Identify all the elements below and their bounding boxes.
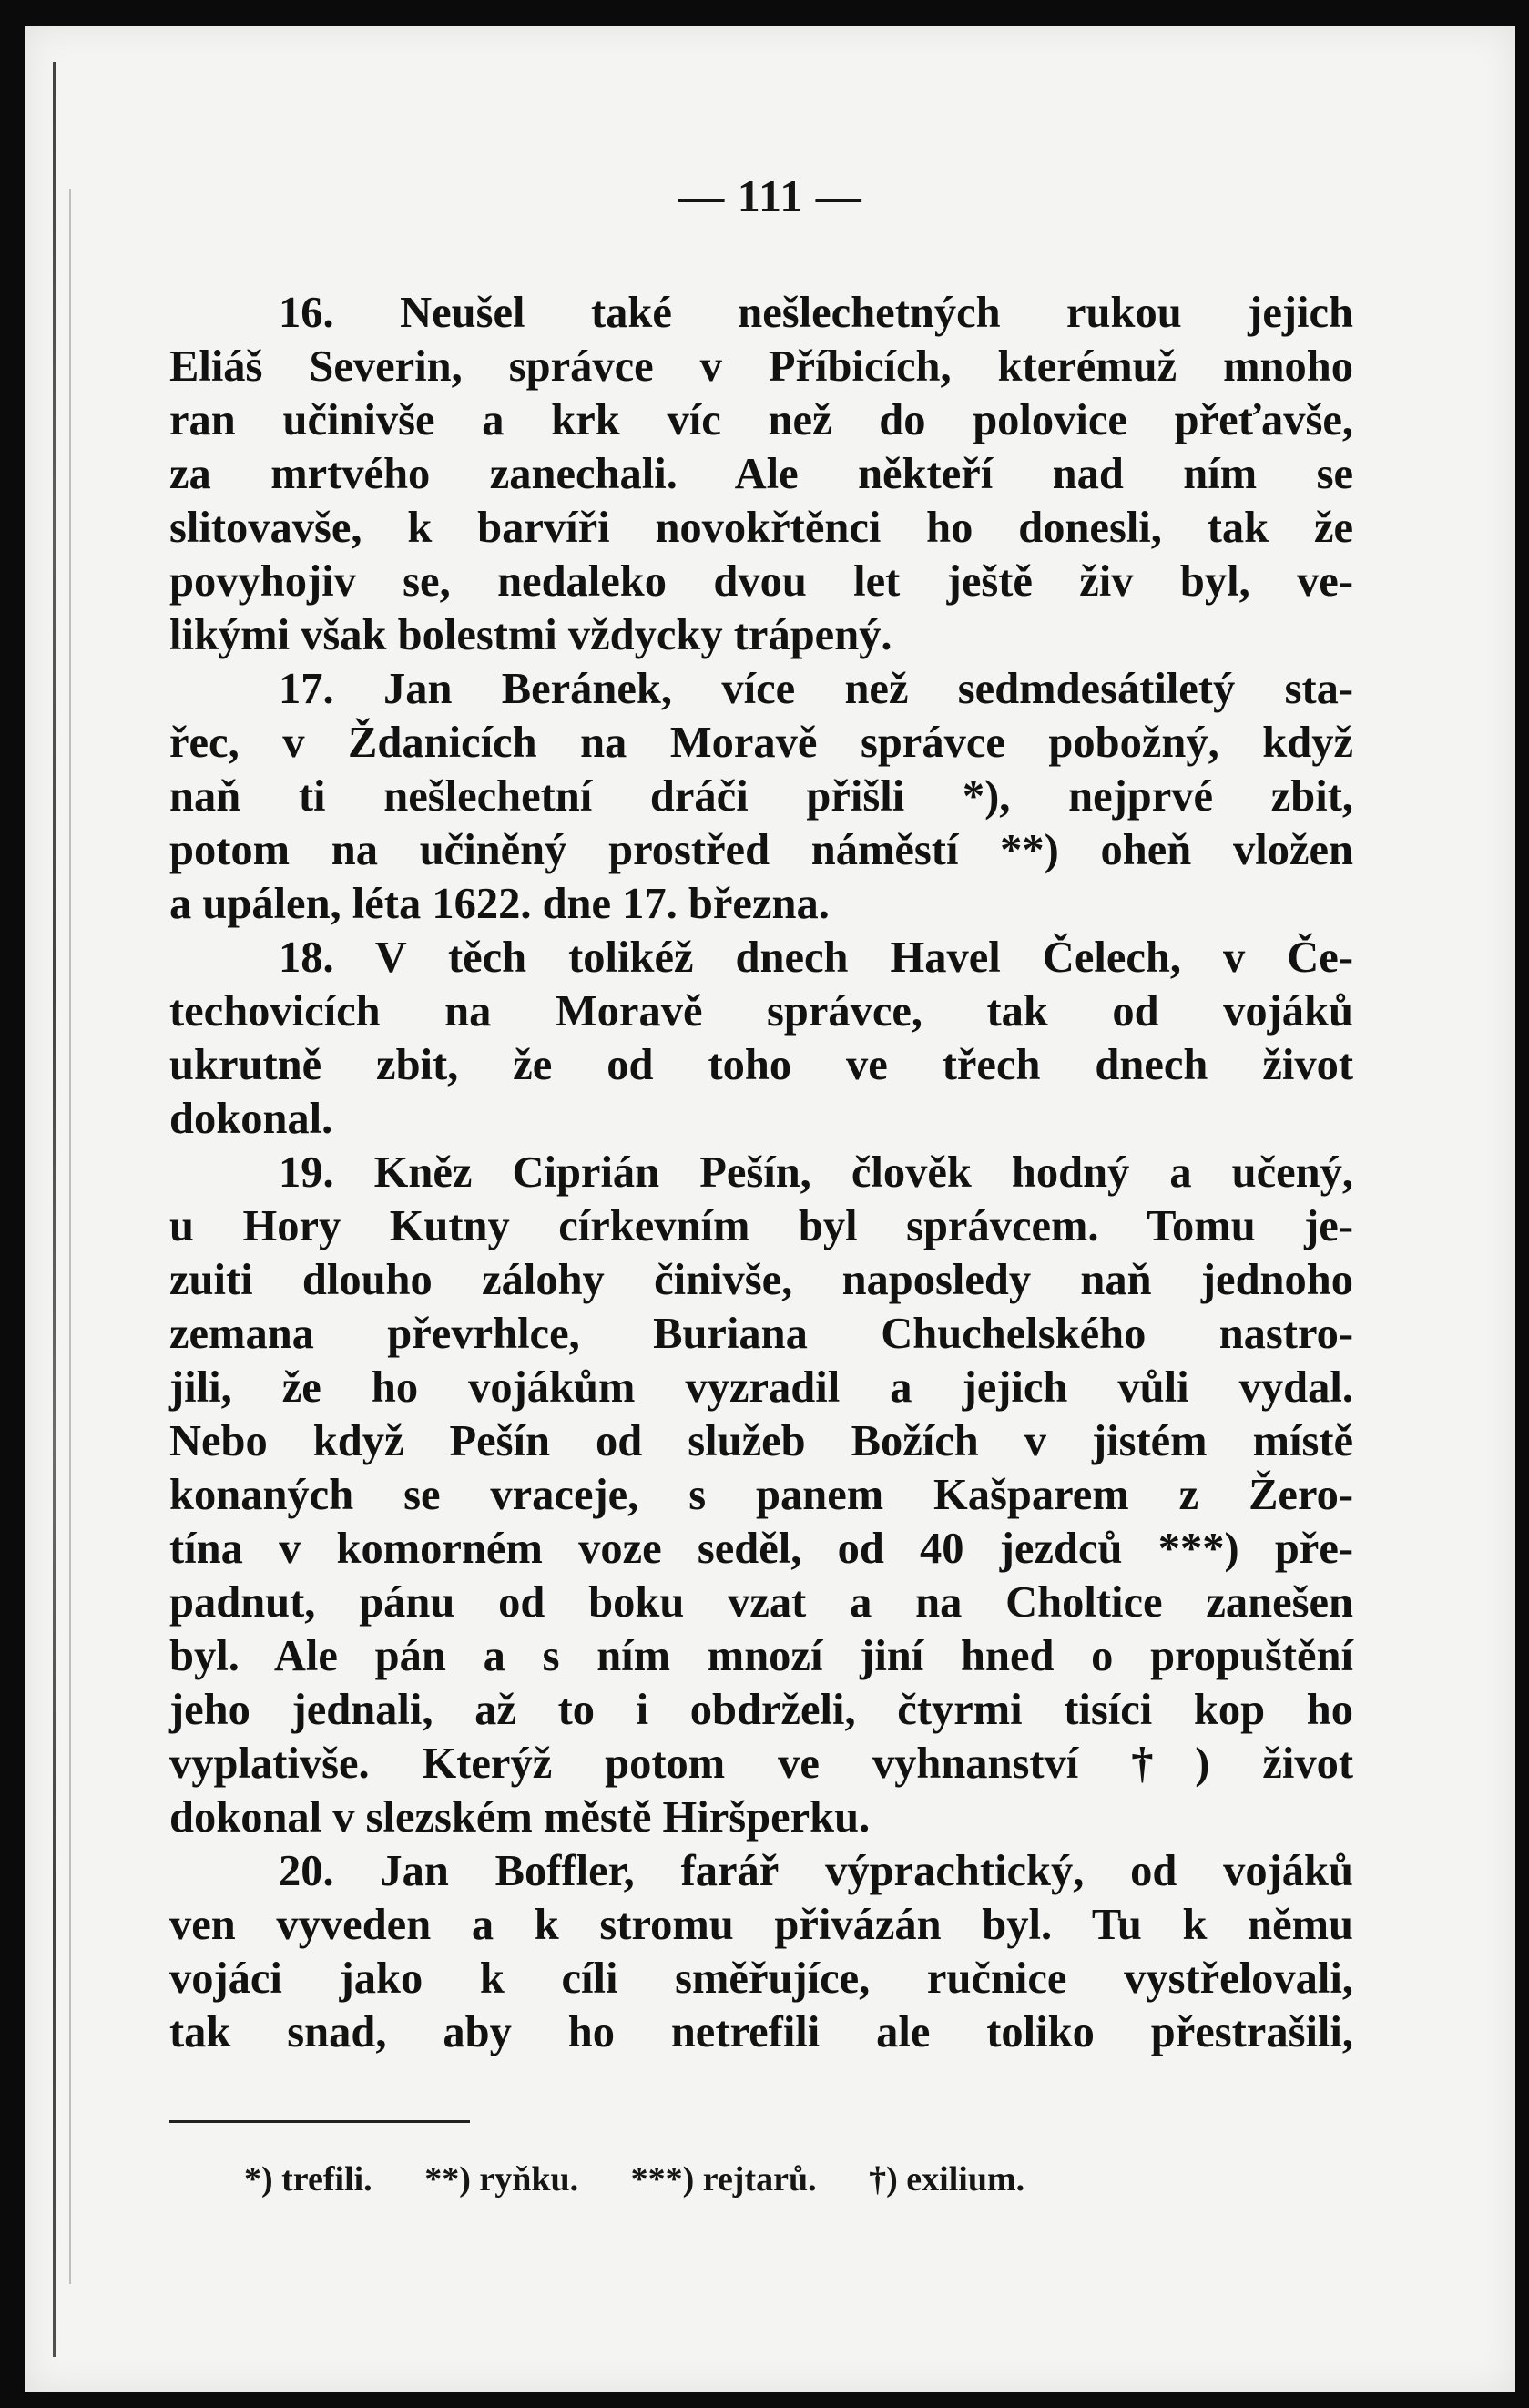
text-line: jeho jednali, až to i obdrželi, čtyrmi tisíci kop ho <box>169 1686 1353 1734</box>
text-line: jili, že ho vojákům vyzradil a jejich vůli vydal. <box>169 1363 1353 1412</box>
text-line: dokonal. <box>169 1095 333 1143</box>
text-line: techovicích na Moravě správce, tak od vojáků <box>169 987 1353 1036</box>
text-line: 20. Jan Boffler, farář výprachtický, od vojáků <box>279 1847 1353 1895</box>
text-line: a upálen, léta 1622. dne 17. března. <box>169 880 830 928</box>
text-line: 18. V těch tolikéž dnech Havel Čelech, v Če- <box>279 934 1353 982</box>
text-line: tína v komorném voze seděl, od 40 jezdců ***) pře- <box>169 1525 1353 1573</box>
footnote-1: *) trefili. <box>244 2160 372 2199</box>
footnote-2: **) ryňku. <box>424 2160 579 2199</box>
paragraph <box>169 1146 1353 1844</box>
footnote-divider <box>169 2120 470 2123</box>
footnote-3: ***) rejtarů. <box>630 2160 817 2199</box>
text-line: tak snad, aby ho netrefili ale toliko přestrašili, <box>169 2008 1353 2056</box>
text-line: konaných se vraceje, s panem Kašparem z Žero- <box>169 1471 1353 1519</box>
binding-edge-line <box>53 62 56 2357</box>
text-line: padnut, pánu od boku vzat a na Choltice zanešen <box>169 1578 1353 1627</box>
book-page <box>25 26 1515 2392</box>
page-number: — 111 — <box>678 170 862 221</box>
text-line: likými však bolestmi vždycky trápený. <box>169 611 892 659</box>
text-line: ran učinivše a krk víc než do polovice přeťavše, <box>169 396 1353 444</box>
text-line: ven vyveden a k stromu přivázán byl. Tu k němu <box>169 1901 1353 1949</box>
text-line: Nebo když Pešín od služeb Božích v jistém místě <box>169 1417 1353 1465</box>
paragraph <box>169 1844 1353 2059</box>
text-line: potom na učiněný prostřed náměstí **) oheň vložen <box>169 826 1353 874</box>
text-line: řec, v Ždanicích na Moravě správce pobožný, když <box>169 719 1353 767</box>
footnotes <box>244 2159 1068 2199</box>
text-line: vyplativše. Kterýž potom ve vyhnanství †) život <box>169 1740 1353 1788</box>
footnote-4: †) exilium. <box>869 2160 1025 2199</box>
text-line: byl. Ale pán a s ním mnozí jiní hned o propuštění <box>169 1632 1353 1680</box>
text-line: zemana převrhlce, Buriana Chuchelského nastro- <box>169 1310 1353 1358</box>
body-text <box>169 286 1353 2059</box>
text-line: vojáci jako k cíli směřujíce, ručnice vystřelovali, <box>169 1954 1353 2003</box>
text-line: naň ti nešlechetní dráči přišli *), nejprvé zbit, <box>169 772 1353 821</box>
text-line: povyhojiv se, nedaleko dvou let ještě živ byl, ve- <box>169 557 1353 606</box>
text-line: 16. Neušel také nešlechetných rukou jejich <box>279 289 1353 337</box>
paragraph <box>169 662 1353 931</box>
paragraph <box>169 286 1353 662</box>
text-line: 19. Kněz Ciprián Pešín, člověk hodný a učený, <box>279 1148 1353 1197</box>
text-line: za mrtvého zanechali. Ale někteří nad ním se <box>169 450 1353 498</box>
text-line: ukrutně zbit, že od toho ve třech dnech život <box>169 1041 1353 1089</box>
text-line: zuiti dlouho zálohy činivše, naposledy naň jednoho <box>169 1256 1353 1304</box>
paragraph <box>169 931 1353 1146</box>
text-line: slitovavše, k barvíři novokřtěnci ho donesli, tak že <box>169 504 1353 552</box>
binding-shadow-line <box>69 189 71 2284</box>
text-line: dokonal v slezském městě Hiršperku. <box>169 1793 871 1842</box>
text-line: Eliáš Severin, správce v Příbicích, kterémuž mnoho <box>169 342 1353 391</box>
text-line: u Hory Kutny církevním byl správcem. Tomu je- <box>169 1202 1353 1250</box>
text-line: 17. Jan Beránek, více než sedmdesátiletý sta- <box>279 665 1353 713</box>
